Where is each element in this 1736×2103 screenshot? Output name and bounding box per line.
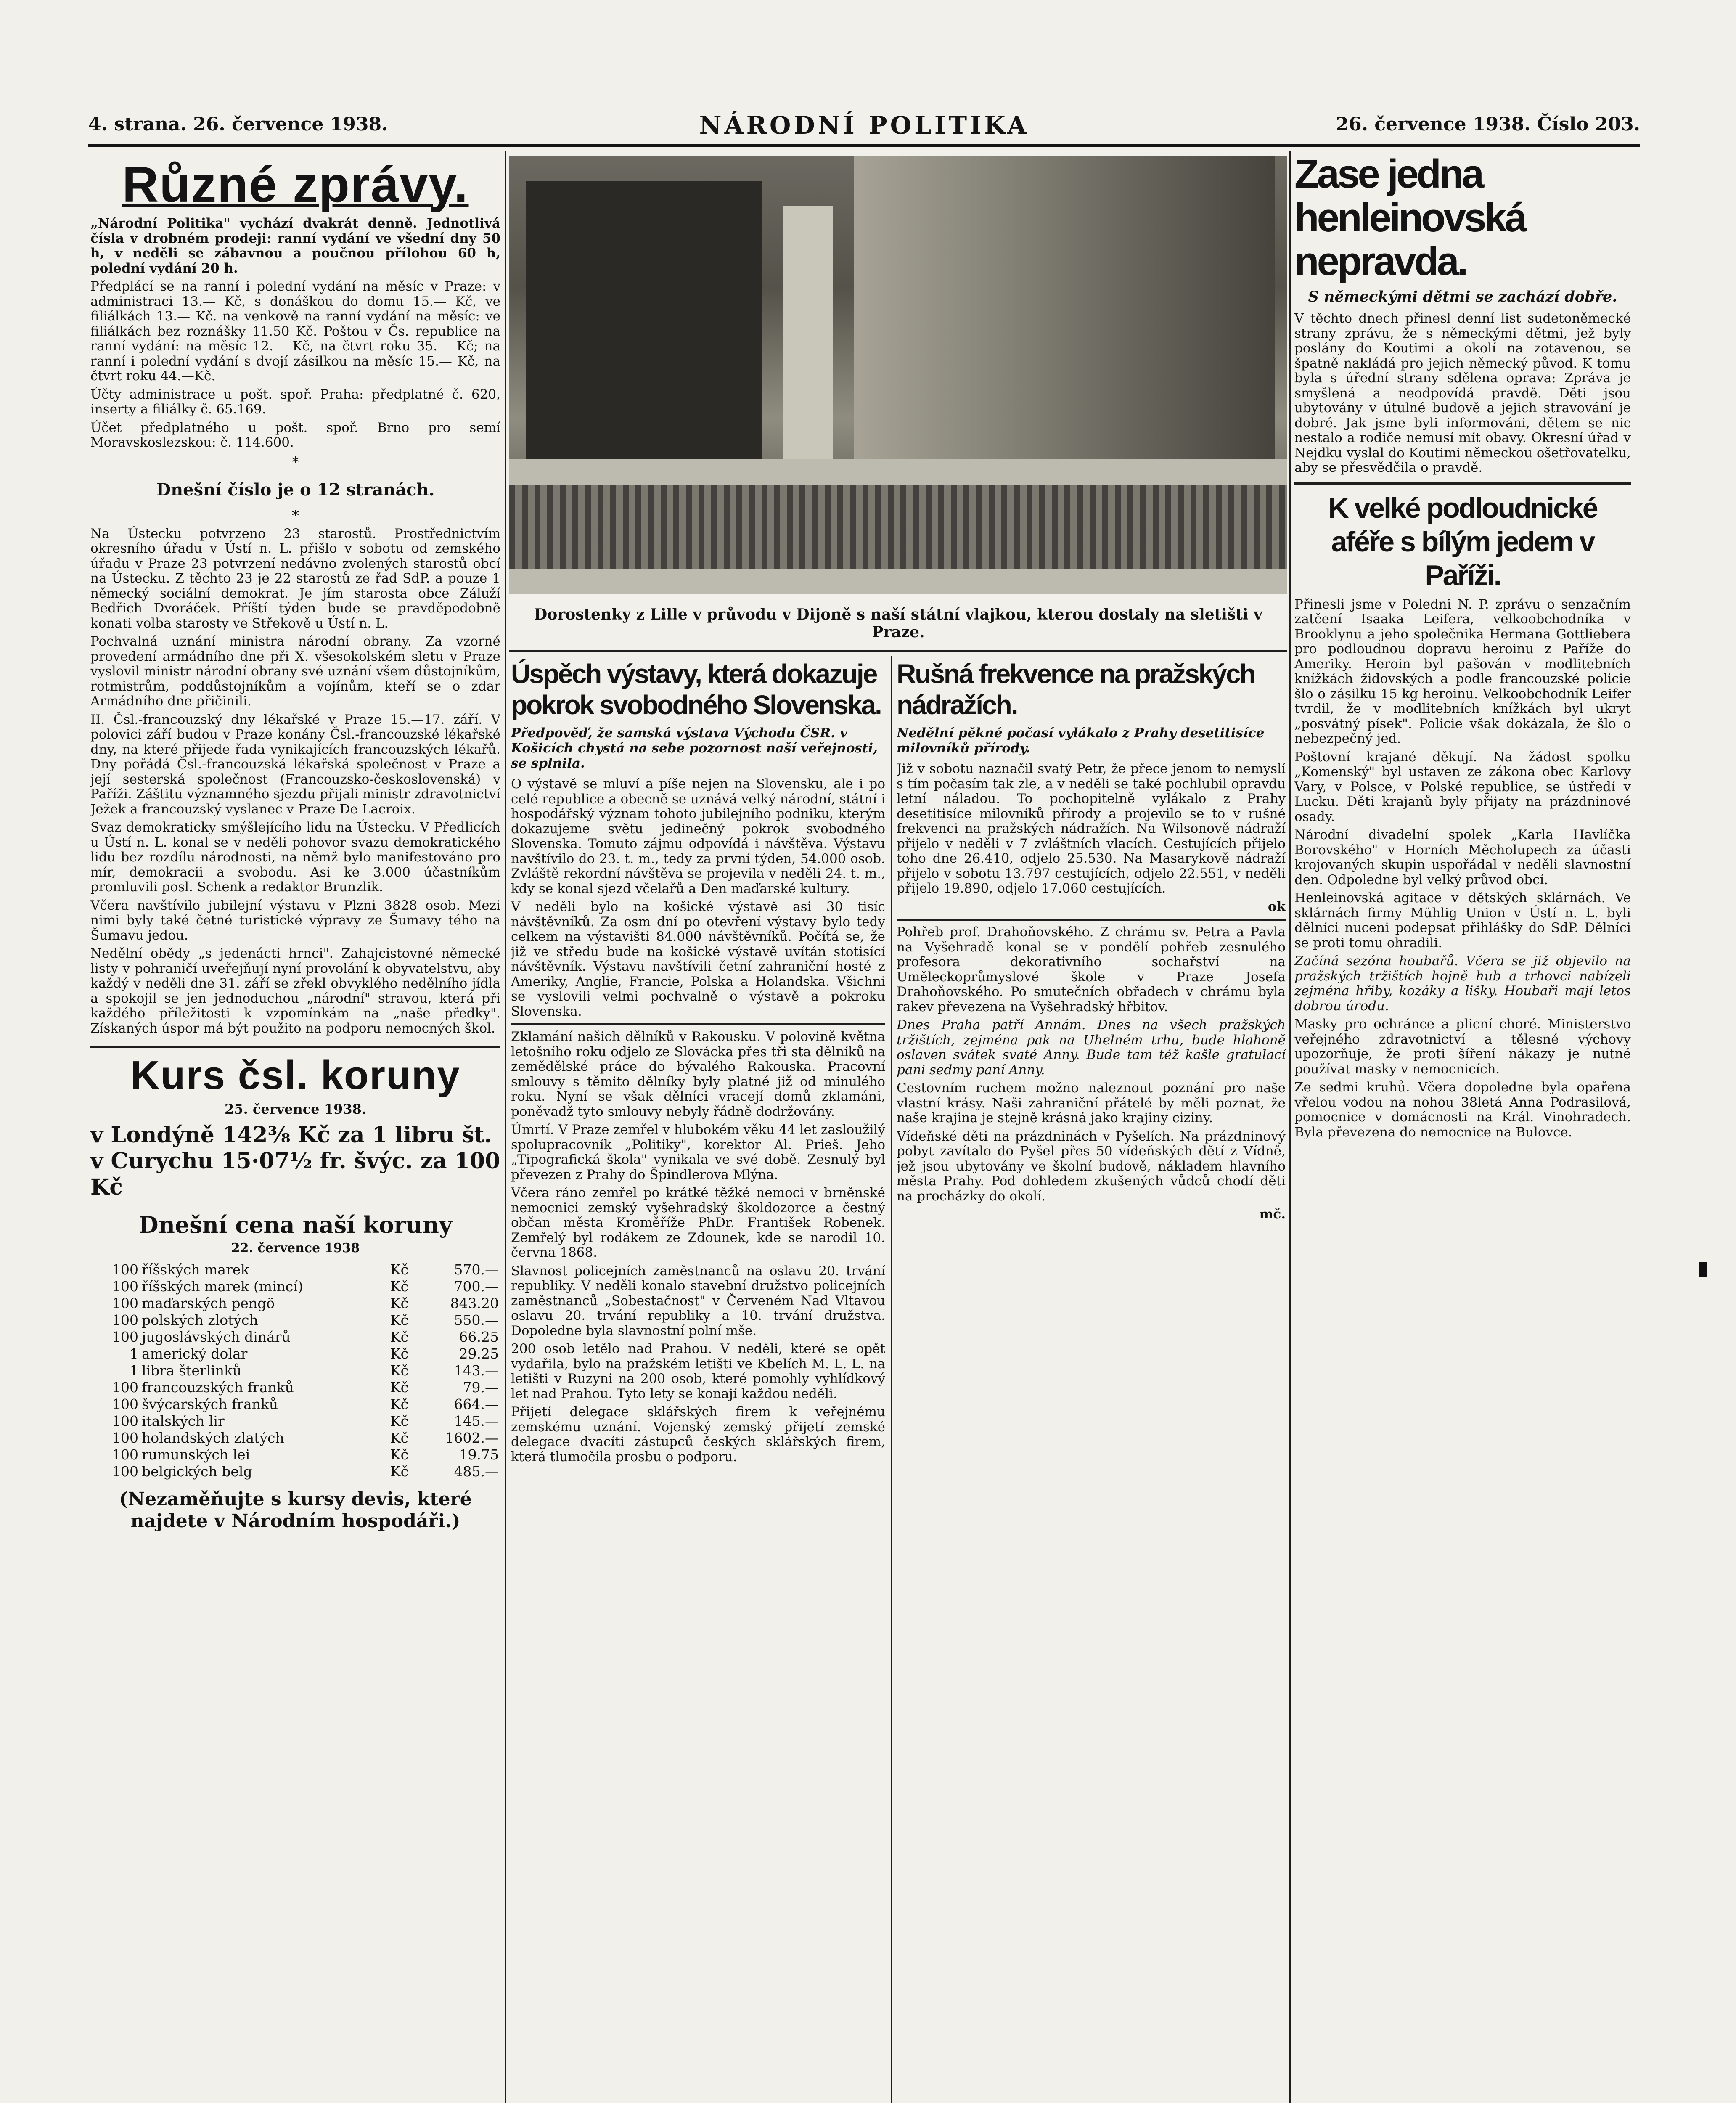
rates-cell-name: libra šterlinků (142, 1362, 242, 1379)
article-lead: Nedělní pěkné počasí vylákalo z Prahy desetitisíce milovníků přírody. (897, 726, 1265, 756)
rates-row (90, 1413, 500, 1430)
section-rule (509, 650, 1287, 652)
section-rule (1294, 482, 1631, 485)
rates-cell-value: 143.— (454, 1362, 499, 1379)
rates-cell-value: 570.— (454, 1261, 499, 1278)
rates-row (90, 1396, 500, 1413)
signature: ok (1268, 899, 1286, 914)
header-rule (88, 144, 1640, 147)
rates-cell-amount: 100 (112, 1396, 138, 1412)
paragraph: Včera ráno zemřel po krátké těžké nemoci v brněnské nemocnici zemský vyšehradský školdozorce a čestný občan města Kroměříže PhDr. František Robenek. Zemřelý byl rodákem ze Zdounek, kde se narodil 10. června 1868. (511, 1185, 885, 1260)
column-1 (90, 152, 500, 2103)
paragraph: Přijetí delegace sklářských firem k veřejnému zemskému uznání. Vojenský zemský přijetí zemské delegace dvacíti zástupců českých sklářských firem, která tlumočila prosbu o podporu. (511, 1404, 885, 1465)
section-rule (90, 1046, 500, 1048)
rates-cell-cur: Kč (390, 1463, 409, 1480)
column-divider (891, 656, 892, 2103)
rates-cell-cur: Kč (390, 1413, 409, 1429)
paragraph: Masky pro ochránce a plicní choré. Ministerstvo veřejného zdravotnictví a tělesné výchovy upozorňuje, že proti šíření nákazy je nutné používat masky v nemocnicích. (1294, 1017, 1631, 1077)
rates-cell-amount: 1 (130, 1345, 138, 1362)
binding-mark (1699, 1262, 1707, 1277)
rates-cell-name: belgických belg (142, 1463, 252, 1480)
paragraph: Henleinovská agitace v dětských sklárnách. Ve sklárnách firmy Mühlig Union v Ústí n. L. byli dělníci nuceni podepsat přihlášky do SdP. Dělníci se proti tomu ohradili. (1294, 890, 1631, 951)
paragraph: Úmrtí. V Praze zemřel v hlubokém věku 44 let zasloužilý spolupracovník „Politiky", korektor Al. Prieš. Jeho „Tipografická škola" vynikala ve své době. Zesnulý byl převezen z Prahy do Špindlerova Mlýna. (511, 1122, 885, 1182)
rates-cell-name: italských lir (142, 1413, 225, 1429)
news-photo (509, 156, 1287, 594)
header-left: 4. strana. 26. července 1938. (88, 114, 388, 135)
rates-row (90, 1261, 500, 1278)
paragraph: II. Čsl.-francouzský dny lékařské v Praze 15.—17. září. V polovici září budou v Praze konány Čsl.-francouzské lékařské dny, na které přijede řada vynikajících francouzských lékařů. Dny pořádá Čsl.-francouzská lékařská společnost v Praze a její sesterská společnost (Francouzsko-československá) v Paříži. Záštitu významného sjezdu přijali ministr zdravotnictví Ježek a francouzský vyslanec v Praze De Lacroix. (90, 712, 500, 817)
paragraph: Včera navštívilo jubilejní výstavu v Plzni 3828 osob. Mezi nimi byly také četné turistické výpravy ze Šumavy tého na Šumavu jedou. (90, 898, 500, 943)
rates-cell-name: maďarských pengö (142, 1295, 275, 1311)
rates-title: Dnešní cena naší koruny (138, 1211, 453, 1238)
paragraph: V těchto dnech přinesl denní list sudetoněmecké strany zprávu, že s německými dětmi, jež byly poslány do Koutimi a okolí na zotavenou, se špatně nakládá pro jejich německý původ. K tomu byla s úřední strany sdělena oprava: Zpráva je smyšlená a neodpovídá pravdě. Děti jsou ubytovány v útulné budově a jejich stravování je dobré. Jak jsme byli informováni, dětem se nic nestalo a rodiče nemusí mít obavy. Okresní úřad v Nejdku vyslal do Koutimi německou ošetřovatelku, aby se přesvědčila o pravdě. (1294, 311, 1631, 475)
rates-cell-value: 66.25 (459, 1329, 499, 1345)
rates-cell-value: 29.25 (459, 1345, 499, 1362)
rates-cell-amount: 100 (112, 1379, 138, 1396)
article-title: Úspěch výstavy, která dokazuje pokrok svobodného Slovenska. (511, 659, 881, 720)
rates-row (90, 1312, 500, 1329)
paragraph: Již v sobotu naznačil svatý Petr, že přece jenom to nemyslí s tím počasím tak zle, a v neděli se také pochlubil opravdu letní náladou. To pochopitelně vylákalo z Prahy desetitisíce milovníků přírody a projevilo se to v rušné frekvenci na pražských nádražích. Na Wilsonově nádraží přijelo v neděli v 7 zvláštních vlacích. Cestujících přijelo toho dne 26.410, odjelo 25.530. Na Masarykově nádraží přijelo v sobotu 13.797 cestujících, odjelo 22.551, v neděli přijelo 19.890, odjelo 17.060 cestujících. (897, 761, 1286, 896)
rates-cell-value: 145.— (454, 1413, 499, 1429)
rates-cell-amount: 100 (112, 1295, 138, 1311)
rates-row (90, 1463, 500, 1480)
rates-cell-amount: 100 (112, 1312, 138, 1328)
article-lead: Předpověď, že samská výstava Východu ČSR. v Košicích chystá na sebe pozornost naší veřejnosti, se splnila. (511, 726, 878, 771)
paragraph: Pohřeb prof. Drahoňovského. Z chrámu sv. Petra a Pavla na Vyšehradě konal se v pondělí pohřeb zesnulého profesora dekorativního sochařství na Uměleckoprůmyslové škole v Praze Josefa Drahoňovského. Po smutečních obřadech v chrámu byla rakev převezena na Vyšehradský hřbitov. (897, 924, 1286, 1014)
rates-row (90, 1278, 500, 1295)
paragraph: Pochvalná uznání ministra národní obrany. Za vzorné provedení armádního dne při X. všesokolském sletu v Praze vyslovil ministr národní obrany své uznání všem důstojníkům, rotmistrům, poddůstojníkům a vojínům, kteří se o zdar Armádního dne přičinili. (90, 634, 500, 709)
separator-star: * (292, 453, 299, 471)
rates-cell-cur: Kč (390, 1261, 409, 1278)
rates-cell-name: švýcarských franků (142, 1396, 278, 1412)
rates-cell-cur: Kč (390, 1362, 409, 1379)
article-title: Zase jedna henleinovská nepravda. (1294, 152, 1525, 284)
kurs-curych: v Curychu 15·07½ fr. švýc. za 100 Kč (90, 1148, 500, 1200)
section-title-ruzne-zpravy: Různé zprávy. (122, 156, 469, 213)
column-3 (897, 658, 1286, 2103)
article-subtitle: S německými dětmi se zachází dobře. (1308, 288, 1617, 305)
kurs-date: 25. července 1938. (225, 1101, 366, 1117)
rates-row (90, 1362, 500, 1379)
paragraph: Svaz demokraticky smýšlejícího lidu na Ústecku. V Předlicích u Ústí n. L. konal se v neděli pohovor svazu demokratického lidu bez rozdílu národnosti, na němž bylo manifestováno pro mír, demokracii a svobodu. Asi ke 3.000 účastníkům promluvili posl. Schenk a redaktor Brunzlik. (90, 820, 500, 895)
paragraph: Poštovní krajané děkují. Na žádost spolku „Komenský" byl ustaven ze zákona obec Karlovy Vary, v Polsce, v Polské republice, se ústředí v Lucku. Děti krajanů byly přijaty na prázdninové osady. (1294, 749, 1631, 824)
rates-cell-name: rumunských lei (142, 1446, 250, 1463)
photo-caption: Dorostenky z Lille v průvodu v Dijoně s naší státní vlajkou, kterou dostaly na sletišti v Praze. (534, 606, 1262, 641)
rates-cell-cur: Kč (390, 1295, 409, 1311)
article-title: K velké podloudnické aféře s bílým jedem v Paříži. (1328, 492, 1597, 591)
header-masthead: NÁRODNÍ POLITIKA (699, 111, 1029, 140)
rates-row (90, 1379, 500, 1396)
rates-cell-value: 550.— (454, 1312, 499, 1328)
rates-cell-amount: 100 (112, 1329, 138, 1345)
paragraph: Začíná sezóna houbařů. Včera se již objevilo na pražských tržištích hojně hub a trhovci nabízeli zejména hřiby, kozáky a lišky. Houbaři mají letos dobrou úrodu. (1294, 954, 1631, 1014)
rates-cell-cur: Kč (390, 1379, 409, 1396)
separator-star: * (292, 507, 299, 524)
rates-cell-name: francouzských franků (142, 1379, 294, 1396)
paragraph: Dnes Praha patří Annám. Dnes na všech pražských tržištích, zejména pak na Uhelném trhu, bude hlahoně oslaven svátek svaté Anny. Bude tam též kašle gratulací pani sedmy paní Anny. (897, 1017, 1286, 1078)
paragraph: V neděli bylo na košické výstavě asi 30 tisíc návštěvníků. Za osm dní po otevření výstavy bylo tedy celkem na výstavišti 84.000 návštěvníků. Počítá se, že již ve středu bude na košické výstavě uvítán stotisící návštěvník. Výstavu navštívili četní zahraniční hosté z Ameriky, Anglie, Francie, Polska a Holandska. Všichni se vyslovili velmi pochvalně o výstavě a pokroku Slovenska. (511, 899, 885, 1019)
rates-cell-value: 19.75 (459, 1446, 499, 1463)
rates-cell-cur: Kč (390, 1396, 409, 1412)
paragraph: Slavnost policejních zaměstnanců na oslavu 20. trvání republiky. V neděli konalo stavební družstvo policejních zaměstnanců „Sobestačnost" v Červeném Nad Vltavou oslavu 20. trvání republiky a 10. trvání družstva. Dopoledne byla slavnostní polní mše. (511, 1263, 885, 1338)
section-rule (511, 1023, 885, 1025)
rates-row (90, 1446, 500, 1463)
paragraph: Účty administrace u pošt. spoř. Praha: předplatné č. 620, inserty a filiálky č. 65.169. (90, 387, 500, 417)
paragraph: Účet předplatného u pošt. spoř. Brno pro semí Moravskoslezskou: č. 114.600. (90, 420, 500, 450)
paragraph: Národní divadelní spolek „Karla Havlíčka Borovského" v Horních Měcholupech za účasti krojovaných skupin uspořádal v neděli slavnostní den. Odpoledne byl velký průvod obcí. (1294, 827, 1631, 887)
column-4 (1294, 152, 1631, 2103)
paragraph: Cestovním ruchem možno naleznout poznání pro naše vlastní krásy. Naši zahraniční přátelé by měli poznat, že naše krajina je stejně krásná jako krajiny ciziny. (897, 1081, 1286, 1126)
column-divider (1289, 151, 1291, 2103)
rates-row (90, 1345, 500, 1362)
rates-cell-cur: Kč (390, 1329, 409, 1345)
rates-cell-name: holandských zlatých (142, 1430, 284, 1446)
rates-cell-name: jugoslávských dinárů (142, 1329, 291, 1345)
rates-cell-value: 485.— (454, 1463, 499, 1480)
column-divider (505, 151, 506, 2103)
rates-cell-value: 843.20 (450, 1295, 499, 1311)
rates-cell-name: americký dolar (142, 1345, 248, 1362)
paragraph: 200 osob letělo nad Prahou. V neděli, které se opět vydařila, bylo na pražském letišti ve Kbelích M. L. L. na letišti v Ruzyni na 200 osob, které pomohly vyhlídkový let nad Prahou. Tyto lety se konají každou neděli. (511, 1341, 885, 1401)
photo-crowd (509, 485, 1287, 569)
rates-table (90, 1261, 500, 1480)
page-header (88, 111, 1640, 143)
rates-cell-value: 1602.— (445, 1430, 499, 1446)
rates-cell-cur: Kč (390, 1430, 409, 1446)
paragraph: Vídeňské děti na prázdninách v Pyšelích. Na prázdninový pobyt zavítalo do Pyšel přes 50 vídeňských dětí z Vídně, jež jsou ubytovány ve školní budově, nákladem hlavního města Prahy. Pod dohledem zkušených vůdců chodí děti na procházky do okolí. (897, 1128, 1286, 1204)
article-title: Rušná frekvence na pražských nádražích. (897, 659, 1255, 720)
kurs-london: v Londýně 142⅜ Kč za 1 libru št. (90, 1122, 492, 1148)
header-right: 26. července 1938. Číslo 203. (1336, 114, 1640, 135)
paragraph: Nedělní obědy „s jedenácti hrnci". Zahajcistovné německé listy v pohraničí uveřejňují nyní provolání k obyvatelstvu, aby každý v neděli dne 31. září se zřekl obvyklého nedělního jídla a spokojil se jen jednoduchou „národní" stravou, která při každého příležitosti k vzpomínkám na „naše předky". Získaných úspor má být použito na podporu nemocných škol. (90, 946, 500, 1036)
rates-cell-amount: 100 (112, 1463, 138, 1480)
rates-date: 22. července 1938 (231, 1241, 360, 1255)
paragraph: Na Ústecku potvrzeno 23 starostů. Prostřednictvím okresního úřadu v Ústí n. L. přišlo v sobotu od zemského úřadu v Praze 23 potvrzení nedávno zvolených starostů obcí na Ústecku. Z těchto 23 je 22 starostů ze řad SdP. a pouze 1 německý sociální demokrat. Je jím starosta obce Záluží Bedřich Dvoráček. Příští týden bude se pravděpodobně konati volba starosty ve Střekově u Ústí n. L. (90, 526, 500, 631)
rates-cell-value: 79.— (463, 1379, 499, 1396)
kurs-title: Kurs čsl. koruny (130, 1053, 460, 1098)
rates-cell-amount: 100 (112, 1278, 138, 1295)
rates-cell-value: 664.— (454, 1396, 499, 1412)
paragraph: Zklamání našich dělníků v Rakousku. V polovině května letošního roku odjelo ze Slovácka přes tři sta dělníků na zemědělské práce do bývalého Rakouska. Pracovní smlouvy s těmito dělníky byly platné již od minulého roku. Nyní se však dělníci vracejí domů zklamáni, poněvadž tyto smlouvy nebyly řádně dodržovány. (511, 1029, 885, 1119)
paragraph: „Národní Politika" vychází dvakrát denně. Jednotlivá čísla v drobném prodeji: ranní vydání ve všední dny 50 h, v neděli se zábavnou a poučnou přílohou 60 h, polední vydání 20 h. (90, 216, 500, 276)
rates-row (90, 1430, 500, 1446)
rates-cell-amount: 1 (130, 1362, 138, 1379)
rates-row (90, 1295, 500, 1312)
rates-cell-value: 700.— (454, 1278, 499, 1295)
paragraph: Předplácí se na ranní i polední vydání na měsíc v Praze: v administraci 13.— Kč, s donáškou do domu 15.— Kč, ve filiálkách 13.— Kč. na venkově na ranní vydání na měsíc: ve filiálkách bez roznášky 11.50 Kč. Poštou v Čs. republice na ranní vydání: na měsíc 12.— Kč, na čtvrt roku 35.— Kč; na ranní i polední vydání s dvojí zásilkou na měsíc 15.— Kč, na čtvrt roku 44.—Kč. (90, 279, 500, 384)
rates-cell-amount: 100 (112, 1446, 138, 1463)
photo-flag (783, 206, 833, 501)
paragraph: Ze sedmi kruhů. Včera dopoledne byla opařena vřelou vodou na nohou 38letá Anna Podrasilová, pomocnice v domácnosti na Král. Vinohradech. Byla převezena do nemocnice na Bulovce. (1294, 1080, 1631, 1140)
rates-row (90, 1329, 500, 1345)
rates-cell-cur: Kč (390, 1312, 409, 1328)
kurs-box (90, 1052, 500, 1532)
signature: mč. (1259, 1207, 1286, 1222)
rates-cell-name: polských zlotých (142, 1312, 258, 1328)
rates-cell-cur: Kč (390, 1446, 409, 1463)
paragraph: Přinesli jsme v Poledni N. P. zprávu o senzačním zatčení Isaaka Leifera, velkoobchodníka v Brooklynu a jeho společnika Hermana Gottliebera pro podloudnou dopravu heroinu z Paříže do Ameriky. Heroin byl pašován v modlitebních knížkách židovských a podle francouzské policie šlo o zásilku 15 kg heroinu. Velkoobchodník Leifer tvrdil, že v modlitebních knížkách byl ukryt „posvátný písek". Policie však dokázala, že šlo o nebezpečný jed. (1294, 596, 1631, 746)
rates-cell-amount: 100 (112, 1413, 138, 1429)
rates-cell-cur: Kč (390, 1278, 409, 1295)
rates-cell-name: říšských marek (mincí) (142, 1278, 303, 1295)
column-2 (511, 658, 885, 2103)
rates-note: (Nezaměňujte s kursy devis, které najdete v Národním hospodáři.) (119, 1489, 472, 1532)
section-rule (897, 919, 1286, 921)
paragraph: O výstavě se mluví a píše nejen na Slovensku, ale i po celé republice a obecně se uznává velký národní, státní i hospodářský význam tohoto jubilejního podniku, kterým dokazujeme světu jedinečný pokrok svobodného Slovenska. Tomuto zájmu odpovídá i návštěva. Výstavu navštívilo do 23. t. m., tedy za první týden, 54.000 osob. Zvláště rekordní návštěva se projevila v neděli 24. t. m., kdy se konal sjezd včelařů a Den maďarské kultury. (511, 776, 885, 896)
rates-cell-name: říšských marek (142, 1261, 249, 1278)
section-heading: Dnešní číslo je o 12 stranách. (156, 479, 435, 500)
rates-cell-amount: 100 (112, 1261, 138, 1278)
rates-cell-amount: 100 (112, 1430, 138, 1446)
rates-cell-cur: Kč (390, 1345, 409, 1362)
